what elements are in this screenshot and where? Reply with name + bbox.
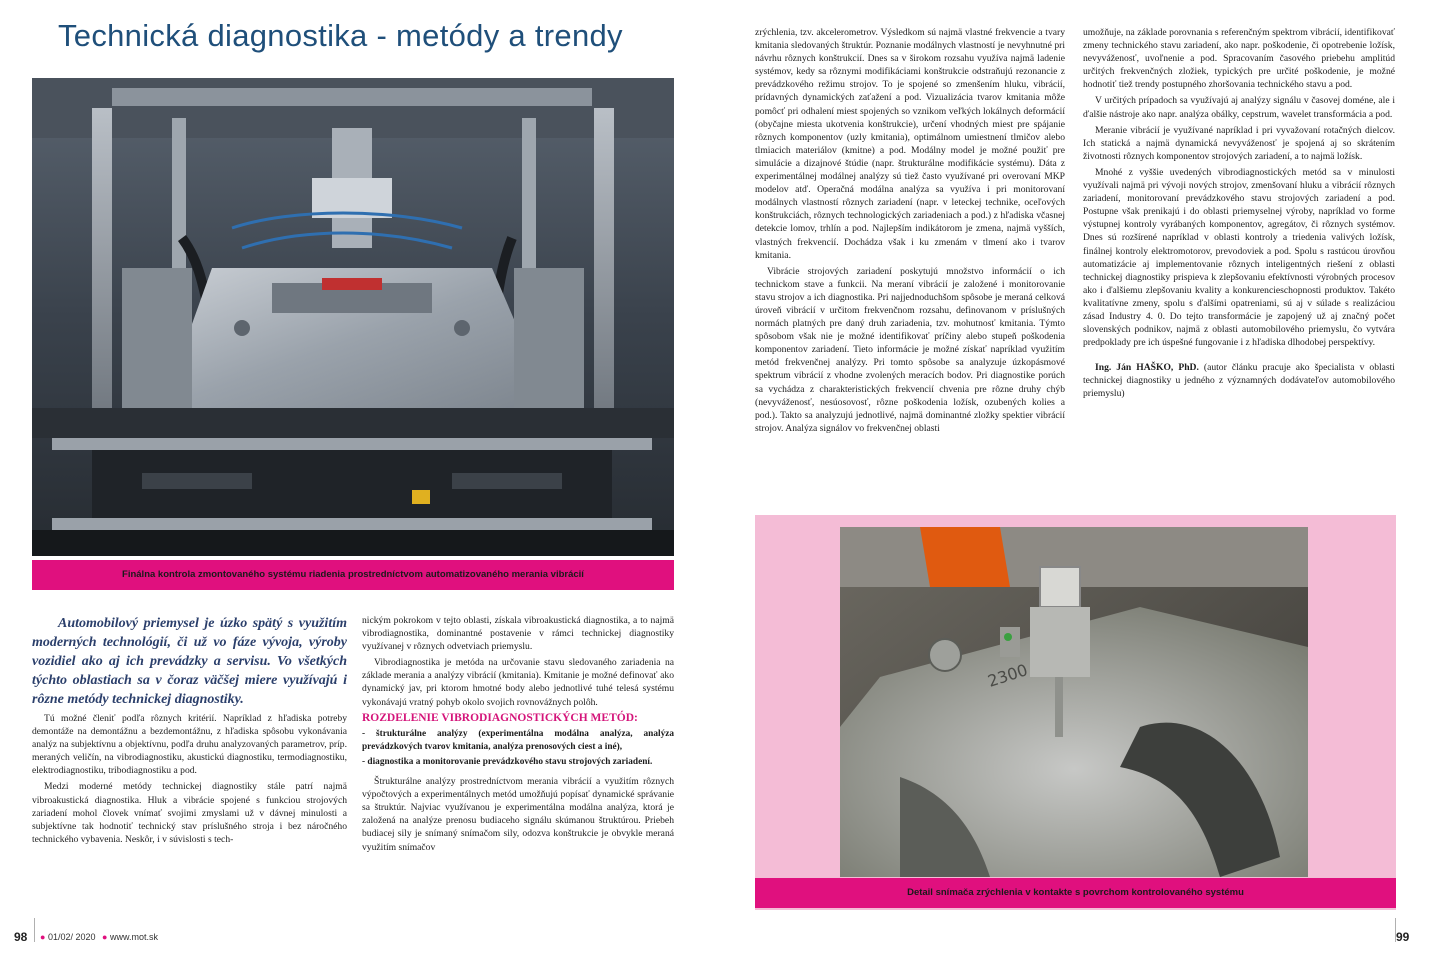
left-column-1 [32, 614, 347, 906]
bullet-dot: ● [102, 932, 108, 942]
right-column-2 [1083, 26, 1395, 504]
article-title: Technická diagnostika - metódy a trendy [58, 18, 623, 53]
author-name: Ing. Ján HAŠKO, PhD. [1095, 362, 1199, 374]
body-paragraph: Štrukturálne analýzy prostredníctvom merania vibrácií a využitím rôznych výpočtových a experimentálnych metód umožňujú popísať dynamické správanie sa štruktúr. Najviac využívanou je experimentálna modálna analýza, ktorá je založená na analýze prenosu budiaceho signálu skúmanou štruktúrou. Priebeh budiacej sily je snímaný snímačom sily, odozva konštrukcie je obvykle meraná využitím snímačov [362, 776, 674, 853]
issue-label: 01/02/ 2020 [47, 932, 96, 942]
svg-text:2300: 2300 [985, 660, 1030, 691]
section-heading: ROZDELENIE VIBRODIAGNOSTICKÝCH METÓD: [362, 711, 638, 724]
figure-2-caption: Detail snímača zrýchlenia v kontakte s povrchom kontrolovaného systému [755, 878, 1396, 908]
body-paragraph: Meranie vibrácií je využívané napríklad i pri vyvažovaní rotačných dielcov. Ich statická a najmä dynamická nevyváženosť je spojená aj so skrátením životnosti rôznych komponentov strojových zariadení, a to najmä ložísk. [1083, 124, 1395, 162]
body-paragraph: Tú možné členiť podľa rôznych kritérií. Napríklad z hľadiska potreby demontáže na demontážnu a bezdemontážnu, z hľadiska spôsobu vykonávania analýz na subjektívnu a objektívnu, podľa druhu analyzovaných parametrov, príp. meraných veličín, na vibrodiagnostiku, akustickú diagnostiku, termodiagnostiku, elektrodiagnostiku, tribodiagnostiku a pod. [32, 713, 347, 777]
author-note [1083, 361, 1395, 400]
body-paragraph: zrýchlenia, tzv. akcelerometrov. Výsledkom sú najmä vlastné frekvencie a tvary kmitania sledovaných štruktúr. Poznanie modálnych vlastností je nevyhnutné pri návrhu rôznych konštrukcií. Dnes sa v širokom rozsahu využíva najmä ladenie systémov, kedy sa rôznymi modifikáciami konštrukcie odstraňujú rezonancie z prevádzkového režimu strojov. To je spojené so zmenšením hluku, vibrácií, prídavných dynamických zaťažení a pod. Vizualizácia tvarov kmitania môže pomôcť pri odhalení miest spojených so vznikom veľkých lokálnych deformácií (obyčajne miesta ukotvenia konštrukcie), určení vhodných miest pre spájanie rôznych komponentov (uzly kmitania), optimálnom umiestnení tlmičov alebo tlmiacich materiálov (kmitne) a pod. Modálny model je možné použiť pre simulácie a dizajnové štúdie (napr. štrukturálne modifikácie systému). Dáta z experimentálnej modálnej analýzy sú tiež často využívané pri overovaní MKP modelov atď. Operačná modálna analýza sa využíva i pri monitorovaní modálnych vlastností rôznych zariadení (napr. v leteckej technike, oceľových konštrukciách, rôznych technologických zariadeniach a pod.) z hľadiska včasnej detekcie lomov, trhlín a pod. Najlepším indikátorom je zmena, najmä vyšších, vlastných frekvencií. Dochádza však i ku zmenám v tlmení ako i tvarov kmitania. [755, 27, 1065, 261]
figure-1-caption: Finálna kontrola zmontovaného systému riadenia prostredníctvom automatizovaného merania vibrácií [32, 560, 674, 590]
lead-paragraph: Automobilový priemysel je úzko spätý s využitím moderných technológií, či už vo fáze vývoja, výroby vozidiel ako aj ich prevádzky a servisu. Vo všetkých týchto oblastiach sa v čoraz väčšej miere využívajú i rôzne metódy technickej diagnostiky. [32, 616, 347, 707]
bullet-dot: ● [40, 932, 46, 942]
figure-1-photo [32, 78, 674, 556]
body-paragraph: Vibrodiagnostika je metóda na určovanie stavu sledovaného zariadenia na základe merania a analýzy vibrácií (kmitania). Kmitanie je možné definovať ako dynamický jav, pri ktorom hmotné body alebo jednotlivé tuhé telesá systému vykonávajú vratný pohyb okolo svojich rovnovážnych polôh. [362, 657, 674, 708]
body-paragraph: umožňuje, na základe porovnania s referenčným spektrom vibrácií, identifikovať zmeny technického stavu zariadení, ako napr. poškodenie, či opotrebenie ložísk, nevyváženosť, uvoľnenie a pod. Spracovaním časového priebehu amplitúd určitých frekvenčných zložiek, typických pre určité poškodenie, je možné hodnotiť tiež trendy postupného zhoršovania technického stavu a pod. [1083, 27, 1395, 91]
author-description: (autor článku pracuje ako špecialista v oblasti technickej diagnostiky u jedného z významných dodávateľov automobilového priemyslu) [1083, 362, 1395, 400]
bullet-item: - diagnostika a monitorovanie prevádzkového stavu strojových zariadení. [362, 756, 653, 767]
page-number-right: 99 [1396, 930, 1410, 944]
body-paragraph: Vibrácie strojových zariadení poskytujú množstvo informácií o ich technickom stave a funkcii. Na meraní vibrácií je založené i monitorovanie stavu strojov a ich diagnostika. Pri najjednoduchšom spôsobe je meraná celková úroveň vibrácií v určitom frekvenčnom rozsahu, definovanom v príslušných normách platných pre daný druh zariadenia, tzv. mohutnosť kmitania. Týmto spôsobom však nie je možné identifikovať príčiny alebo stupeň poškodenia komponentov zariadení. Tieto informácie je možné získať napríklad využitím metód frekvenčnej analýzy. Pri tomto spôsobe sa analyzuje úzkopásmové spektrum vibrácií z vhodne zvolených meracích bodov. Pri diagnostike porúch sa vychádza z charakteristických frekvencií chvenia pre rôzne druhy chýb (nevyváženosť, nesúosovosť, rôzne poškodenia ložísk, ozubených kolies a pod.). Takto sa analyzujú jednotlivé, najmä dominantné zložky spektier vibrácií strojov. Analýza signálov vo frekvenčnej oblasti [755, 265, 1065, 434]
footer-divider-left [34, 918, 35, 942]
body-paragraph: Medzi moderné metódy technickej diagnostiky stále patrí najmä vibroakustická diagnostika. Hluk a vibrácie spojené s funkciou strojových zariadení mohol človek vnímať svojimi zmyslami už v dávnej minulosti a subjektívne tak hodnotiť technický stav príslušného stroja i bez náročného technického vybavenia. Neskôr, i v súvislosti s tech- [32, 781, 347, 845]
page-number-left: 98 [14, 930, 28, 944]
website-link[interactable]: www.mot.sk [109, 932, 158, 942]
body-paragraph: V určitých prípadoch sa využívajú aj analýzy signálu v časovej doméne, ale i ďalšie nástroje ako napr. analýza obálky, cepstrum, wavelet transformácia a pod. [1083, 95, 1395, 120]
left-column-2 [362, 614, 674, 906]
bullet-item: - štrukturálne analýzy (experimentálna modálna analýza, analýza prevádzkových tvarov kmitania, analýza prenosových ciest a iné), [362, 728, 674, 752]
footer-left [40, 932, 158, 942]
right-column-1 [755, 26, 1065, 504]
body-paragraph: Mnohé z vyššie uvedených vibrodiagnostických metód sa v minulosti využívali najmä pri vývoji nových strojov, zmenšovaní hluku a vibrácií rôznych zariadení, monitorovaní prevádzkového stavu strojových zariadení a pod. Postupne však prenikajú i do oblasti priemyselnej výroby, napríklad vo forme výstupnej kontroly vyrábaných komponentov, agregátov, či rôznych systémov. Dnes sú rozšírené napríklad v oblasti kontroly a triedenia valivých ložísk, finálnej kontroly elektromotorov, prevodoviek a pod. Spolu s rastúcou úrovňou automatizácie aj implementovanie rôznych inteligentných riešení z oblasti technickej diagnostiky prispieva k zlepšovaniu efektívnosti výrobných procesov ako i ďalšiemu zlepšovaniu kvality a konkurencieschopnosti produktov. Takéto kvalitatívne zmeny, spolu s ďalšími opatreniami, sú aj v súlade s realizáciou zásad Industry 4. 0. Do tejto transformácie je zapojený už aj značný počet slovenských podnikov, najmä z oblasti automobilového priemyslu, čo vytvára predpoklady pre ich úspešné fungovanie i z hľadiska dlhodobej perspektívy. [1083, 166, 1395, 349]
figure-2-photo [840, 527, 1308, 877]
body-paragraph: nickým pokrokom v tejto oblasti, získala vibroakustická diagnostika, a to najmä vibrodiagnostika, dominantné postavenie v rámci technickej diagnostiky využívanej v rôznych odvetviach priemyslu. [362, 615, 674, 653]
